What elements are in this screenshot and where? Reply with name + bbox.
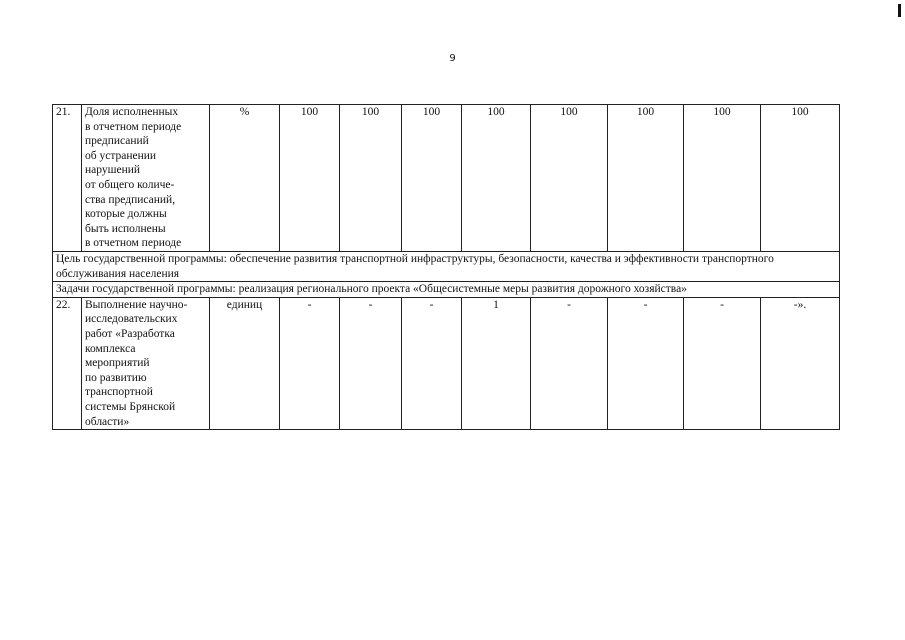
- indicator-name: Выполнение научно- исследовательских работ «Разработка комплекса мероприятий по развитию транспортной системы Брянской области»: [82, 297, 210, 429]
- unit-cell: единиц: [210, 297, 280, 429]
- goal-text: Цель государственной программы: обеспечение развития транспортной инфраструктуры, безопасности, качества и эффективности транспортного обслуживания населения: [53, 252, 840, 282]
- value-cell: -: [280, 297, 340, 429]
- value-cell: 100: [280, 105, 340, 252]
- row-number: 22.: [53, 297, 82, 429]
- table-row: [53, 297, 840, 429]
- value-cell: 100: [608, 105, 684, 252]
- value-cell: -: [402, 297, 462, 429]
- value-cell: 100: [462, 105, 531, 252]
- edge-mark: [898, 4, 901, 17]
- tasks-text: Задачи государственной программы: реализация регионального проекта «Общесистемные меры развития дорожного хозяйства»: [53, 282, 840, 298]
- value-cell: 100: [684, 105, 761, 252]
- value-cell: -: [608, 297, 684, 429]
- indicators-table: [52, 104, 840, 430]
- value-cell: -: [684, 297, 761, 429]
- value-cell: 1: [462, 297, 531, 429]
- value-cell: -: [531, 297, 608, 429]
- value-cell: -: [340, 297, 402, 429]
- indicator-name: Доля исполненных в отчетном периоде предписаний об устранении нарушений от общего количе- ства предписаний, которые должны быть исполнены в отчетном периоде: [82, 105, 210, 252]
- value-cell: 100: [761, 105, 840, 252]
- row-number: 21.: [53, 105, 82, 252]
- unit-cell: %: [210, 105, 280, 252]
- goal-row: [53, 252, 840, 282]
- value-cell: -».: [761, 297, 840, 429]
- tasks-row: [53, 282, 840, 298]
- value-cell: 100: [531, 105, 608, 252]
- value-cell: 100: [402, 105, 462, 252]
- table-row: [53, 105, 840, 252]
- value-cell: 100: [340, 105, 402, 252]
- page-number: 9: [449, 53, 456, 64]
